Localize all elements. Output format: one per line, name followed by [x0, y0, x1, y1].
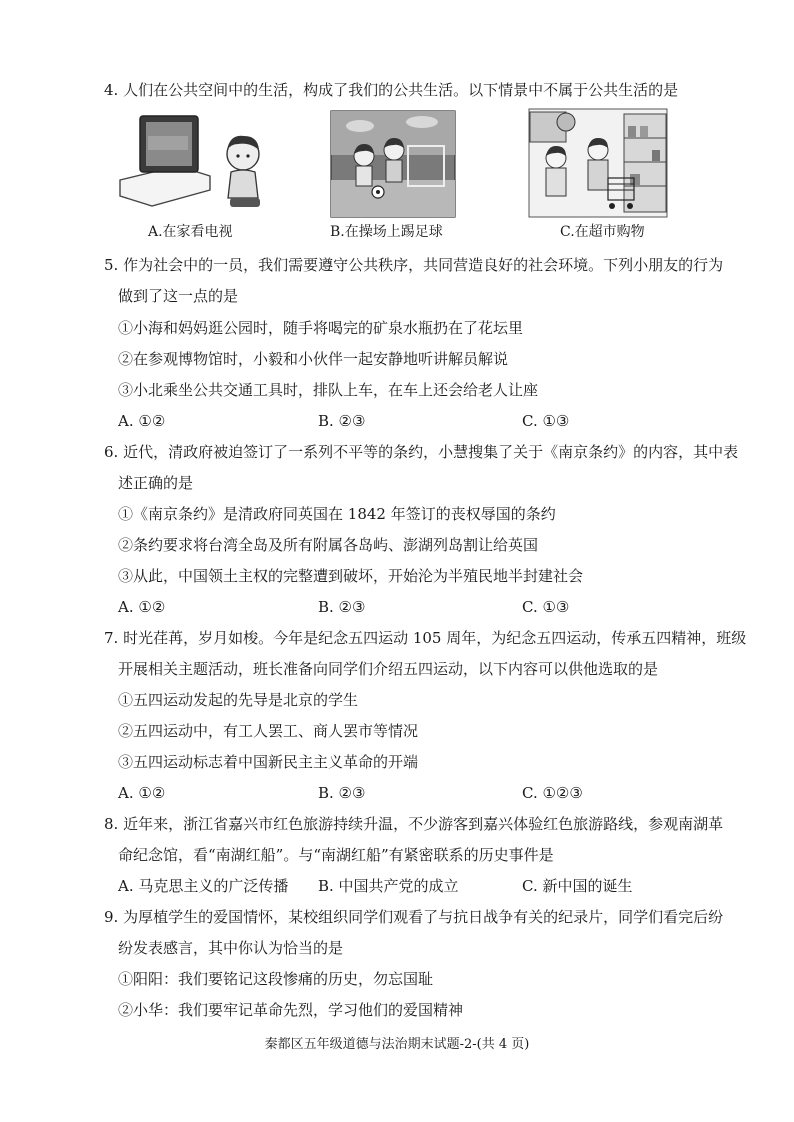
- supermarket-icon: [528, 108, 668, 218]
- page-footer: 秦都区五年级道德与法治期末试题-2-(共 4 页): [264, 1037, 530, 1052]
- q6-stem-line-1: 6. 近代，清政府被迫签订了一系列不平等的条约，小慧搜集了关于《南京条约》的内容，其中表: [104, 443, 739, 461]
- q5-stem-line-2: 做到了这一点的是: [118, 287, 239, 305]
- q9-item-2: ②小华：我们要牢记革命先烈，学习他们的爱国精神: [118, 1001, 464, 1019]
- q6-option-c: C. ①③: [522, 598, 570, 616]
- q8-option-a: A. 马克思主义的广泛传播: [118, 877, 289, 895]
- q6-option-a: A. ①②: [118, 598, 166, 616]
- q8-stem-line-2: 命纪念馆，看“南湖红船”。与“南湖红船”有紧密联系的历史事件是: [118, 846, 554, 864]
- q6-item-2: ②条约要求将台湾全岛及所有附属各岛屿、澎湖列岛割让给英国: [118, 536, 539, 554]
- q6-item-1: ①《南京条约》是清政府同英国在 1842 年签订的丧权辱国的条约: [118, 505, 556, 523]
- q4-option-a-image: [118, 110, 264, 218]
- q5-item-1: ①小海和妈妈逛公园时，随手将喝完的矿泉水瓶扔在了花坛里: [118, 319, 524, 337]
- q4-option-b-label: B.在操场上踢足球: [330, 224, 443, 240]
- q5-stem-line-1: 5. 作为社会中的一员，我们需要遵守公共秩序，共同营造良好的社会环境。下列小朋友的行为: [104, 256, 724, 274]
- q6-stem-line-2: 述正确的是: [118, 474, 194, 492]
- soccer-kids-icon: [330, 110, 456, 218]
- q8-option-b: B. 中国共产党的成立: [318, 877, 459, 895]
- q4-stem: 4. 人们在公共空间中的生活，构成了我们的公共生活。以下情景中不属于公共生活的是: [104, 81, 679, 99]
- q7-option-b: B. ②③: [318, 784, 366, 802]
- q7-stem-line-1: 7. 时光荏苒，岁月如梭。今年是纪念五四运动 105 周年，为纪念五四运动，传承五四精神，班级: [104, 629, 747, 647]
- q5-item-3: ③小北乘坐公共交通工具时，排队上车，在车上还会给老人让座: [118, 381, 539, 399]
- q4-option-c-label: C.在超市购物: [560, 224, 645, 240]
- q7-option-a: A. ①②: [118, 784, 166, 802]
- q8-option-c: C. 新中国的诞生: [522, 877, 633, 895]
- q7-item-3: ③五四运动标志着中国新民主主义革命的开端: [118, 753, 419, 771]
- q5-option-a: A. ①②: [118, 412, 166, 430]
- q8-stem-line-1: 8. 近年来，浙江省嘉兴市红色旅游持续升温，不少游客到嘉兴体验红色旅游路线，参观南湖革: [104, 815, 724, 833]
- q5-option-b: B. ②③: [318, 412, 366, 430]
- q4-option-b-image: [330, 110, 456, 218]
- q7-stem-line-2: 开展相关主题活动，班长准备向同学们介绍五四运动，以下内容可以供他选取的是: [118, 660, 659, 678]
- q6-item-3: ③从此，中国领土主权的完整遭到破坏，开始沦为半殖民地半封建社会: [118, 567, 584, 585]
- q9-stem-line-1: 9. 为厚植学生的爱国情怀，某校组织同学们观看了与抗日战争有关的纪录片，同学们看完后纷: [104, 908, 724, 926]
- q7-item-1: ①五四运动发起的先导是北京的学生: [118, 691, 359, 709]
- q9-stem-line-2: 纷发表感言，其中你认为恰当的是: [118, 939, 344, 957]
- q6-option-b: B. ②③: [318, 598, 366, 616]
- q5-item-2: ②在参观博物馆时，小毅和小伙伴一起安静地听讲解员解说: [118, 350, 509, 368]
- q5-option-c: C. ①③: [522, 412, 570, 430]
- tv-child-icon: [118, 110, 264, 218]
- q7-option-c: C. ①②③: [522, 784, 583, 802]
- q9-item-1: ①阳阳：我们要铭记这段惨痛的历史，勿忘国耻: [118, 970, 434, 988]
- q4-option-c-image: [528, 108, 668, 218]
- q4-option-a-label: A.在家看电视: [148, 224, 233, 240]
- q7-item-2: ②五四运动中，有工人罢工、商人罢市等情况: [118, 722, 419, 740]
